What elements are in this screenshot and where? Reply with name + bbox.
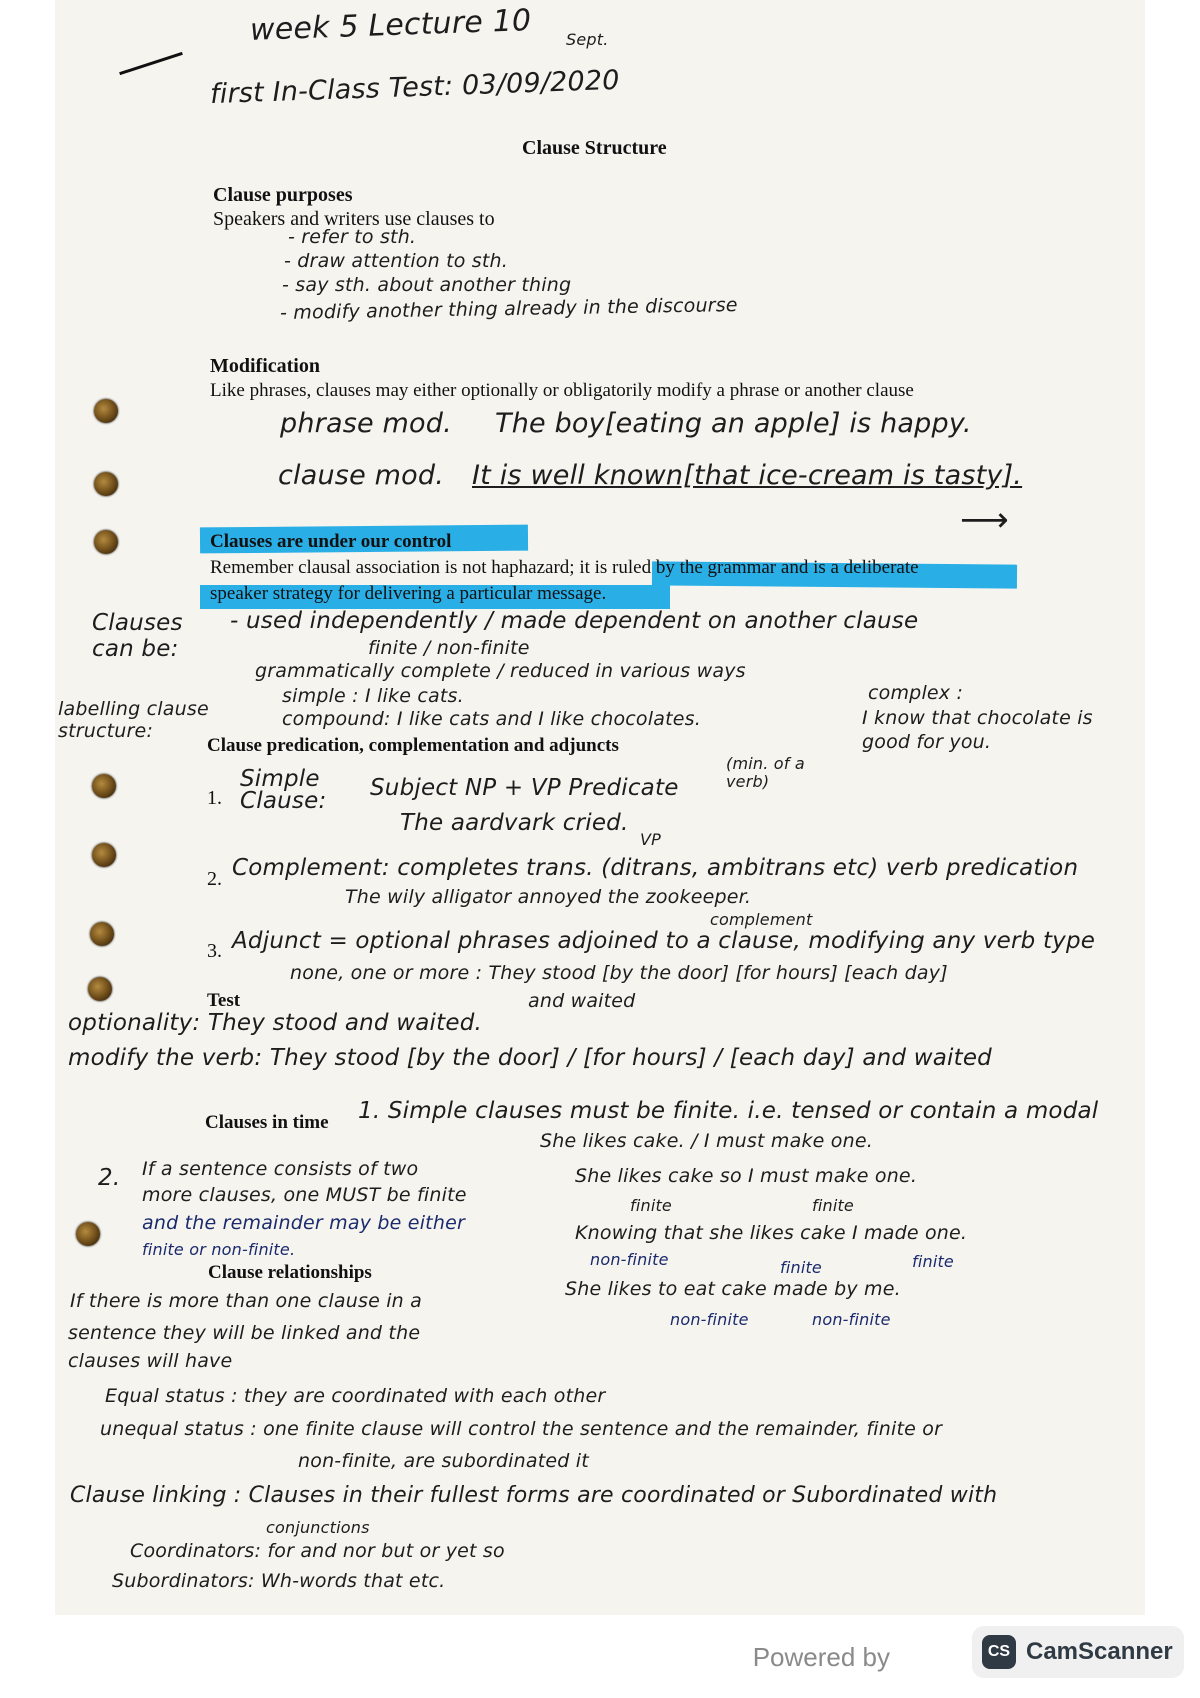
control-note-line: grammatically complete / reduced in various ways	[255, 660, 746, 682]
relationships-intro: If there is more than one clause in a	[70, 1290, 422, 1312]
punch-hole	[76, 1222, 100, 1246]
adjunct-definition: Adjunct = optional phrases adjoined to a clause, modifying any verb type	[232, 928, 1096, 954]
control-body-line1: Remember clausal association is not haphazard; it is ruled by the grammar and is a deliberate	[210, 557, 919, 578]
camscanner-brand: CamScanner	[1026, 1638, 1173, 1665]
purpose-item: - refer to sth.	[288, 226, 417, 248]
section-heading-predication: Clause predication, complementation and adjuncts	[207, 735, 619, 756]
control-note-line: finite / non-finite	[368, 637, 530, 659]
adjunct-example-cont: and waited	[528, 990, 636, 1012]
phrase-mod-example: The boy[eating an apple] is happy.	[495, 408, 972, 439]
punch-hole	[92, 843, 116, 867]
simple-example: simple : I like cats.	[282, 685, 464, 707]
optionality-test: optionality: They stood and waited.	[68, 1010, 483, 1036]
subordinators: Subordinators: Wh-words that etc.	[112, 1570, 446, 1592]
purpose-item: - draw attention to sth.	[284, 250, 509, 272]
complement-definition: Complement: completes trans. (ditrans, ambitrans etc) verb predication	[232, 855, 1079, 881]
section-heading-time: Clauses in time	[205, 1112, 329, 1133]
non-finite-note: non-finite	[590, 1250, 669, 1269]
lecture-title: week 5 Lecture 10	[249, 3, 532, 48]
rule-two-line: finite or non-finite.	[142, 1240, 296, 1259]
item-number: 2.	[98, 1165, 121, 1191]
rule-one: 1. Simple clauses must be finite. i.e. tensed or contain a modal	[358, 1098, 1099, 1124]
complex-example: I know that chocolate is good for you.	[862, 707, 1093, 753]
section-heading-modification: Modification	[210, 355, 320, 377]
time-example: She likes cake so I must make one.	[575, 1165, 918, 1187]
compound-example: compound: I like cats and I like chocolates.	[282, 708, 701, 730]
adjunct-example: none, one or more : They stood [by the door] [for hours] [each day]	[290, 962, 948, 984]
control-body-line2: speaker strategy for delivering a particular message.	[210, 583, 607, 604]
non-finite-note: non-finite	[812, 1310, 891, 1329]
finite-note: finite	[780, 1258, 822, 1277]
item-number: 3.	[207, 940, 222, 962]
control-note-line: - used independently / made dependent on another clause	[230, 608, 919, 634]
rule-one-example: She likes cake. / I must make one.	[540, 1130, 873, 1152]
simple-clause-example: The aardvark cried.	[400, 810, 629, 836]
document-title: Clause Structure	[522, 137, 667, 159]
vp-note: VP	[640, 830, 661, 849]
conjunctions-note: conjunctions	[266, 1518, 370, 1537]
rule-two-line: and the remainder may be either	[142, 1212, 465, 1234]
clause-mod-example: It is well known[that ice-cream is tasty].	[472, 460, 1023, 491]
purpose-item: - modify another thing already in the discourse	[279, 294, 738, 324]
powered-by-text: Powered by	[752, 1642, 890, 1672]
test-date: first In-Class Test: 03/09/2020	[209, 64, 621, 111]
simple-clause-note: (min. of a verb)	[726, 754, 805, 791]
section-heading-test: Test	[207, 990, 241, 1011]
complement-example: The wily alligator annoyed the zookeeper.	[345, 886, 752, 908]
rule-two-line: more clauses, one MUST be finite	[142, 1184, 467, 1206]
purpose-item: - say sth. about another thing	[282, 274, 572, 296]
time-example: She likes to eat cake made by me.	[565, 1278, 901, 1300]
complex-label: complex :	[868, 682, 964, 704]
relationships-intro: sentence they will be linked and the	[68, 1322, 421, 1344]
punch-hole	[92, 774, 116, 798]
section-heading-control: Clauses are under our control	[210, 531, 452, 552]
unequal-status-cont: non-finite, are subordinated it	[298, 1450, 589, 1472]
modify-verb-test: modify the verb: They stood [by the door] / [for hours] / [each day] and waited	[68, 1045, 992, 1071]
purposes-intro: Speakers and writers use clauses to	[213, 208, 495, 230]
complement-note: complement	[710, 910, 813, 929]
section-heading-relationships: Clause relationships	[208, 1262, 372, 1283]
simple-clause-formula: Subject NP + VP Predicate	[370, 775, 679, 801]
clause-linking: Clause linking : Clauses in their fullest forms are coordinated or Subordinated with	[70, 1483, 998, 1508]
coordinators: Coordinators: for and nor but or yet so	[130, 1540, 505, 1562]
item-number: 2.	[207, 868, 222, 890]
rule-two-line: If a sentence consists of two	[142, 1158, 419, 1180]
clauses-can-be-label: Clauses can be:	[92, 610, 183, 662]
modification-body: Like phrases, clauses may either optionally or obligatorily modify a phrase or another clause	[210, 380, 914, 401]
labelling-label: labelling clause structure:	[58, 698, 209, 742]
equal-status: Equal status : they are coordinated with each other	[105, 1385, 606, 1407]
time-example: Knowing that she likes cake I made one.	[575, 1222, 968, 1244]
sept-note: Sept.	[566, 30, 609, 49]
item-number: 1.	[207, 787, 222, 809]
finite-note: finite	[630, 1196, 672, 1215]
section-heading-purposes: Clause purposes	[213, 184, 353, 206]
punch-hole	[94, 399, 118, 423]
punch-hole	[90, 922, 114, 946]
non-finite-note: non-finite	[670, 1310, 749, 1329]
punch-hole	[94, 530, 118, 554]
punch-hole	[94, 472, 118, 496]
finite-note: finite	[812, 1196, 854, 1215]
clause-mod-label: clause mod.	[278, 460, 445, 491]
camscanner-icon: CS	[982, 1635, 1016, 1669]
unequal-status: unequal status : one finite clause will control the sentence and the remainder, finite or	[100, 1418, 943, 1440]
relationships-intro: clauses will have	[68, 1350, 233, 1372]
punch-hole	[88, 977, 112, 1001]
phrase-mod-label: phrase mod.	[280, 408, 452, 439]
simple-clause-label: Simple Clause:	[240, 766, 327, 814]
arrow-icon: ⟶	[960, 500, 1009, 540]
camscanner-logo	[972, 1626, 1184, 1678]
finite-note: finite	[912, 1252, 954, 1271]
